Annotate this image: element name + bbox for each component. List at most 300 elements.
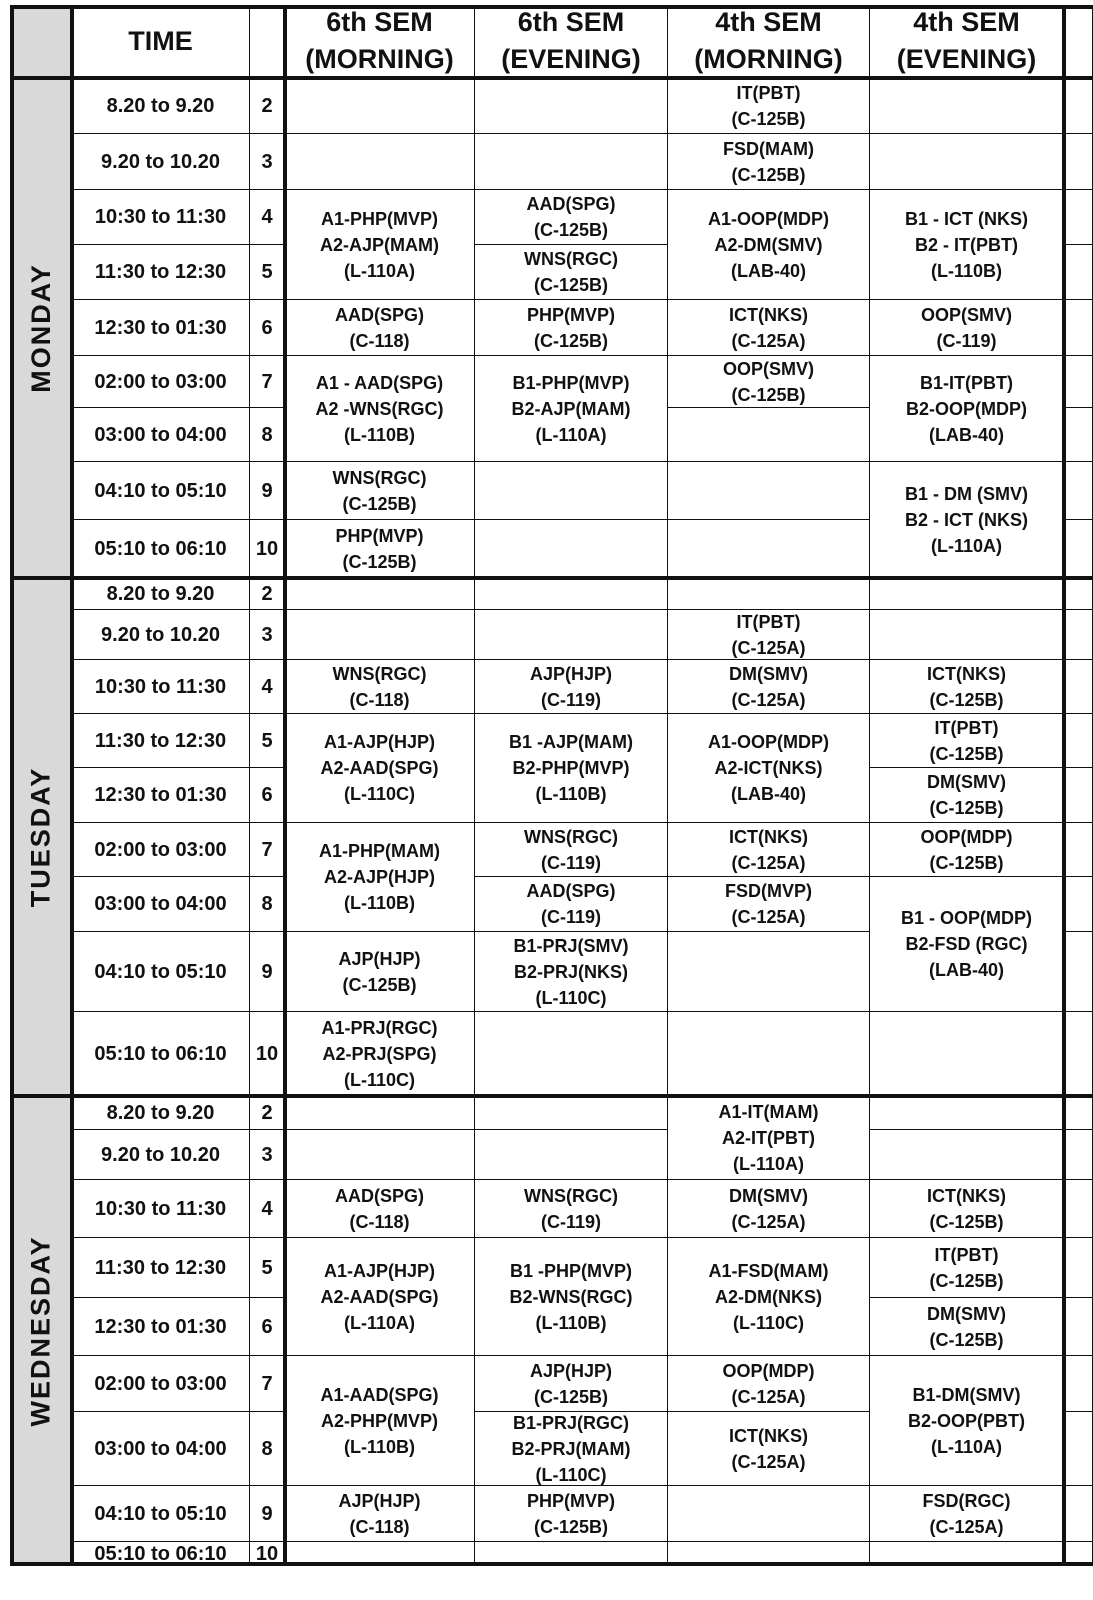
slot-cell: 5 <box>250 714 285 768</box>
slot-cell: 10 <box>250 520 285 578</box>
slot-cell: 3 <box>250 134 285 190</box>
empty-cell <box>668 520 870 578</box>
course-line: AAD(SPG) <box>526 194 616 214</box>
course-line: B1-IT(PBT) <box>920 372 1013 393</box>
empty-cell <box>285 78 475 134</box>
course-cell <box>475 1356 668 1412</box>
header-column <box>870 5 1064 78</box>
header-column-line: 4th SEM <box>715 7 822 37</box>
time-cell: 03:00 to 04:00 <box>72 1412 250 1486</box>
course-line: (C-125B) <box>533 330 608 351</box>
course-line: (C-125B) <box>929 743 1004 764</box>
time-cell: 10:30 to 11:30 <box>72 1180 250 1238</box>
empty-cell <box>668 408 870 462</box>
course-line: (C-125B) <box>731 164 806 185</box>
empty-cell <box>668 1012 870 1096</box>
slot-cell: 9 <box>250 932 285 1012</box>
course-line: PHP(MVP) <box>526 1490 615 1511</box>
course-line: AJP(HJP) <box>338 948 421 969</box>
empty-cell <box>668 1542 870 1566</box>
time-cell: 02:00 to 03:00 <box>72 823 250 877</box>
course-line: WNS(RGC) <box>332 663 427 684</box>
day-name: MONDAY <box>25 262 56 393</box>
course-line: FSD(MVP) <box>725 881 812 901</box>
course-line: A1-PHP(MAM) <box>319 841 440 861</box>
extra-cell <box>1064 1356 1093 1412</box>
course-cell <box>475 932 668 1012</box>
course-line: WNS(RGC) <box>332 467 427 488</box>
course-line: WNS(RGC) <box>524 1185 618 1206</box>
empty-cell <box>285 134 475 190</box>
slot-cell: 6 <box>250 768 285 823</box>
empty-cell <box>475 578 668 610</box>
empty-cell <box>475 520 668 578</box>
day-separator <box>10 1094 1093 1098</box>
course-line: (L-110B) <box>343 424 415 445</box>
course-cell <box>668 660 870 714</box>
course-line: ICT(NKS) <box>927 1185 1006 1206</box>
course-line: B1-PRJ(SMV) <box>513 935 629 956</box>
course-line: AJP(HJP) <box>529 1360 613 1381</box>
time-cell: 11:30 to 12:30 <box>72 1238 250 1298</box>
course-line: (L-110B) <box>535 1312 607 1333</box>
course-cell <box>285 1356 475 1486</box>
course-line: B1 - DM (SMV) <box>905 483 1028 504</box>
extra-cell <box>1064 1542 1093 1566</box>
course-line: A2-DM(SMV) <box>714 234 823 255</box>
extra-cell <box>1064 78 1093 134</box>
extra-cell <box>1064 356 1093 408</box>
course-cell <box>475 190 668 245</box>
course-line: (C-118) <box>349 330 410 351</box>
course-line: (L-110B) <box>343 893 415 913</box>
course-cell <box>475 1486 668 1542</box>
course-line: A2-PHP(MVP) <box>320 1410 438 1431</box>
slot-cell: 6 <box>250 300 285 356</box>
course-line: (C-125A) <box>731 1451 806 1472</box>
empty-cell <box>475 610 668 660</box>
course-line: (L-110A) <box>930 535 1002 556</box>
course-cell <box>285 1180 475 1238</box>
course-line: A2-AAD(SPG) <box>320 758 439 778</box>
course-line: B2-OOP(MDP) <box>906 398 1027 419</box>
course-line: B2 - IT(PBT) <box>915 234 1018 255</box>
course-cell <box>870 1298 1064 1356</box>
course-cell <box>285 300 475 356</box>
empty-cell <box>870 78 1064 134</box>
course-line: IT(PBT) <box>736 611 801 632</box>
course-line: (L-110B) <box>535 784 607 804</box>
course-line: PHP(MVP) <box>526 304 615 325</box>
extra-cell <box>1064 1238 1093 1298</box>
header-column <box>668 5 870 78</box>
empty-cell <box>870 1542 1064 1566</box>
time-cell: 11:30 to 12:30 <box>72 245 250 300</box>
course-line: DM(SMV) <box>927 772 1006 792</box>
course-line: DM(SMV) <box>927 1303 1006 1324</box>
course-line: (C-119) <box>540 1211 602 1232</box>
extra-cell <box>1064 1096 1093 1130</box>
slot-cell: 8 <box>250 1412 285 1486</box>
course-line: A2-DM(NKS) <box>715 1286 822 1307</box>
course-line: (LAB-40) <box>731 784 806 804</box>
slot-cell: 5 <box>250 1238 285 1298</box>
slot-cell: 6 <box>250 1298 285 1356</box>
header-column <box>475 5 668 78</box>
course-line: (L-110C) <box>535 987 607 1008</box>
course-line: A1-OOP(MDP) <box>708 208 829 229</box>
empty-cell <box>285 1130 475 1180</box>
course-line: A1-AJP(HJP) <box>323 1260 436 1281</box>
course-line: (C-125B) <box>342 974 417 995</box>
course-cell <box>668 78 870 134</box>
time-cell: 9.20 to 10.20 <box>72 1130 250 1180</box>
course-line: B2-OOP(PBT) <box>908 1410 1025 1431</box>
empty-cell <box>668 462 870 520</box>
header-corner <box>10 5 72 78</box>
header-column-line: (EVENING) <box>896 44 1037 74</box>
course-line: PHP(MVP) <box>335 525 424 546</box>
course-line: AJP(HJP) <box>338 1490 421 1511</box>
course-cell <box>870 300 1064 356</box>
course-line: (L-110A) <box>732 1153 804 1174</box>
course-cell <box>870 1238 1064 1298</box>
header-extra <box>1064 5 1093 78</box>
course-line: (L-110C) <box>343 784 415 804</box>
empty-cell <box>870 578 1064 610</box>
course-line: (C-118) <box>349 689 410 710</box>
extra-cell <box>1064 1130 1093 1180</box>
course-line: (C-118) <box>349 1211 410 1232</box>
course-cell <box>285 660 475 714</box>
course-cell <box>870 1180 1064 1238</box>
course-line: ICT(NKS) <box>927 663 1006 684</box>
course-line: WNS(RGC) <box>524 249 618 269</box>
course-line: AAD(SPG) <box>526 881 616 901</box>
extra-cell <box>1064 877 1093 932</box>
empty-cell <box>870 1096 1064 1130</box>
empty-cell <box>668 932 870 1012</box>
course-line: OOP(SMV) <box>722 358 814 379</box>
course-line: (LAB-40) <box>929 424 1004 445</box>
course-line: AAD(SPG) <box>335 1185 424 1206</box>
course-line: (C-125B) <box>929 689 1004 710</box>
time-cell: 04:10 to 05:10 <box>72 462 250 520</box>
slot-cell: 7 <box>250 356 285 408</box>
header-column-line: 6th SEM <box>517 7 625 37</box>
course-line: (C-125B) <box>533 275 608 295</box>
course-cell <box>870 877 1064 1012</box>
course-cell <box>285 714 475 823</box>
slot-cell: 2 <box>250 78 285 134</box>
slot-cell: 4 <box>250 660 285 714</box>
course-line: (C-125B) <box>342 551 417 572</box>
course-line: FSD(MAM) <box>723 138 814 159</box>
course-line: B2-FSD (RGC) <box>905 934 1028 954</box>
time-cell: 04:10 to 05:10 <box>72 932 250 1012</box>
time-cell: 12:30 to 01:30 <box>72 1298 250 1356</box>
course-line: (C-125A) <box>731 330 806 351</box>
header-column-line: 4th SEM <box>913 7 1020 37</box>
empty-cell <box>668 578 870 610</box>
course-line: AAD(SPG) <box>335 304 424 325</box>
course-line: A1-FSD(MAM) <box>708 1260 829 1281</box>
extra-cell <box>1064 932 1093 1012</box>
course-line: (L-110C) <box>535 1464 607 1485</box>
slot-cell: 10 <box>250 1012 285 1096</box>
course-cell <box>870 1486 1064 1542</box>
course-line: FSD(RGC) <box>922 1490 1011 1511</box>
slot-cell: 8 <box>250 408 285 462</box>
time-cell: 04:10 to 05:10 <box>72 1486 250 1542</box>
course-line: A2-IT(PBT) <box>722 1127 815 1148</box>
course-line: A1-IT(MAM) <box>718 1101 819 1122</box>
course-line: (C-125A) <box>731 637 806 658</box>
day-name: WEDNESDAY <box>25 1234 56 1427</box>
extra-cell <box>1064 134 1093 190</box>
course-line: (L-110B) <box>343 1436 415 1457</box>
course-cell <box>870 462 1064 578</box>
course-cell <box>668 1238 870 1356</box>
time-cell: 12:30 to 01:30 <box>72 768 250 823</box>
course-line: (C-125B) <box>731 108 806 129</box>
extra-cell <box>1064 1412 1093 1486</box>
course-cell <box>668 610 870 660</box>
course-line: A2 -WNS(RGC) <box>315 398 444 419</box>
time-cell: 03:00 to 04:00 <box>72 877 250 932</box>
extra-cell <box>1064 408 1093 462</box>
slot-cell: 7 <box>250 823 285 877</box>
course-cell <box>870 660 1064 714</box>
course-line: ICT(NKS) <box>729 826 808 847</box>
course-line: A2-PRJ(SPG) <box>322 1043 437 1064</box>
course-line: B1 -AJP(MAM) <box>509 732 633 752</box>
course-cell <box>870 1356 1064 1486</box>
header-slot <box>250 5 285 78</box>
slot-cell: 4 <box>250 1180 285 1238</box>
header-time: TIME <box>72 5 250 78</box>
course-cell <box>285 462 475 520</box>
course-line: (C-125A) <box>731 852 806 873</box>
course-line: (L-110A) <box>535 424 607 445</box>
day-name: TUESDAY <box>25 766 56 907</box>
course-cell <box>668 1356 870 1412</box>
empty-cell <box>668 1486 870 1542</box>
slot-cell: 3 <box>250 1130 285 1180</box>
course-line: (C-125B) <box>929 798 1004 818</box>
empty-cell <box>285 578 475 610</box>
header-column-line: 6th SEM <box>326 7 433 37</box>
course-line: (L-110B) <box>930 260 1002 281</box>
course-line: (C-125A) <box>731 689 806 710</box>
course-line: OOP(MDP) <box>920 826 1013 847</box>
course-line: A2-AJP(HJP) <box>323 867 436 887</box>
time-cell: 10:30 to 11:30 <box>72 190 250 245</box>
course-line: (L-110A) <box>343 1312 415 1333</box>
header-column-line: (MORNING) <box>694 44 843 74</box>
course-line: (C-119) <box>540 689 602 710</box>
day-label <box>10 578 72 1096</box>
course-line: (C-125B) <box>929 1211 1004 1232</box>
empty-cell <box>475 1542 668 1566</box>
course-line: (C-125A) <box>731 1386 806 1407</box>
course-line: (C-125B) <box>929 852 1004 873</box>
course-cell <box>668 356 870 408</box>
course-cell <box>668 300 870 356</box>
empty-cell <box>475 78 668 134</box>
time-cell: 10:30 to 11:30 <box>72 660 250 714</box>
time-cell: 9.20 to 10.20 <box>72 134 250 190</box>
course-cell <box>870 768 1064 823</box>
column-rule <box>1062 5 1066 1566</box>
course-line: DM(SMV) <box>729 1185 808 1206</box>
empty-cell <box>285 1542 475 1566</box>
time-cell: 8.20 to 9.20 <box>72 1096 250 1130</box>
slot-cell: 5 <box>250 245 285 300</box>
column-rule <box>70 5 74 1566</box>
empty-cell <box>475 134 668 190</box>
course-line: (C-125B) <box>342 493 417 514</box>
course-line: (C-125B) <box>731 384 806 405</box>
course-cell <box>668 1180 870 1238</box>
course-cell <box>870 356 1064 462</box>
slot-cell: 8 <box>250 877 285 932</box>
empty-cell <box>475 1130 668 1180</box>
time-cell: 05:10 to 06:10 <box>72 1012 250 1096</box>
course-cell <box>475 714 668 823</box>
course-line: B1-DM(SMV) <box>912 1384 1021 1405</box>
course-line: (C-125B) <box>533 1516 608 1537</box>
course-line: IT(PBT) <box>934 717 999 738</box>
course-cell <box>475 660 668 714</box>
slot-cell: 9 <box>250 462 285 520</box>
header-column <box>285 5 475 78</box>
course-line: A1-AJP(HJP) <box>323 732 436 752</box>
course-line: B2 - ICT (NKS) <box>905 509 1028 530</box>
time-cell: 02:00 to 03:00 <box>72 356 250 408</box>
course-line: A2-AAD(SPG) <box>320 1286 439 1307</box>
slot-cell: 9 <box>250 1486 285 1542</box>
time-cell: 9.20 to 10.20 <box>72 610 250 660</box>
course-line: (LAB-40) <box>929 960 1004 980</box>
course-line: A1-PHP(MVP) <box>320 208 438 229</box>
course-line: DM(SMV) <box>729 663 808 684</box>
slot-cell: 4 <box>250 190 285 245</box>
extra-cell <box>1064 245 1093 300</box>
course-line: (C-119) <box>540 907 602 927</box>
course-cell <box>475 356 668 462</box>
course-cell <box>475 1238 668 1356</box>
course-cell <box>475 877 668 932</box>
day-separator <box>10 576 1093 580</box>
empty-cell <box>475 462 668 520</box>
course-line: B1 - OOP(MDP) <box>900 908 1032 928</box>
slot-cell: 2 <box>250 1096 285 1130</box>
extra-cell <box>1064 768 1093 823</box>
course-line: ICT(NKS) <box>729 1425 808 1446</box>
extra-cell <box>1064 660 1093 714</box>
extra-cell <box>1064 190 1093 245</box>
extra-cell <box>1064 1180 1093 1238</box>
course-line: B2-PRJ(MAM) <box>511 1438 631 1459</box>
course-cell <box>668 823 870 877</box>
course-cell <box>668 714 870 823</box>
course-cell <box>285 1238 475 1356</box>
course-line: B1 -PHP(MVP) <box>509 1260 632 1281</box>
course-cell <box>475 1412 668 1486</box>
time-cell: 05:10 to 06:10 <box>72 1542 250 1566</box>
course-line: IT(PBT) <box>934 1244 999 1265</box>
course-line: OOP(MDP) <box>722 1360 815 1381</box>
slot-cell: 7 <box>250 1356 285 1412</box>
extra-cell <box>1064 1012 1093 1096</box>
empty-cell <box>285 1096 475 1130</box>
day-separator <box>10 76 1093 80</box>
extra-cell <box>1064 1486 1093 1542</box>
course-line: (L-110C) <box>732 1312 804 1333</box>
empty-cell <box>870 1130 1064 1180</box>
time-cell: 12:30 to 01:30 <box>72 300 250 356</box>
course-line: B2-PHP(MVP) <box>512 758 630 778</box>
course-cell <box>668 190 870 300</box>
day-label <box>10 1096 72 1566</box>
extra-cell <box>1064 610 1093 660</box>
time-cell: 05:10 to 06:10 <box>72 520 250 578</box>
course-line: A1 - AAD(SPG) <box>315 372 444 393</box>
extra-cell <box>1064 823 1093 877</box>
course-line: A1-OOP(MDP) <box>708 732 829 752</box>
course-line: ICT(NKS) <box>729 304 808 325</box>
course-line: (C-125A) <box>929 1516 1004 1537</box>
extra-cell <box>1064 520 1093 578</box>
course-line: (LAB-40) <box>731 260 806 281</box>
course-line: (L-110A) <box>930 1436 1002 1457</box>
slot-cell: 2 <box>250 578 285 610</box>
course-line: (C-125A) <box>731 907 806 927</box>
course-cell <box>870 714 1064 768</box>
slot-cell: 3 <box>250 610 285 660</box>
course-line: B1-PRJ(RGC) <box>512 1412 629 1433</box>
course-line: A2-AJP(MAM) <box>320 234 439 255</box>
course-line: WNS(RGC) <box>524 826 618 847</box>
empty-cell <box>285 610 475 660</box>
course-line: (C-125B) <box>929 1270 1004 1291</box>
time-cell: 11:30 to 12:30 <box>72 714 250 768</box>
course-line: (C-125B) <box>533 220 608 240</box>
course-line: (C-118) <box>349 1516 410 1537</box>
course-line: B1-PHP(MVP) <box>512 372 630 393</box>
extra-cell <box>1064 300 1093 356</box>
header-column-line: (EVENING) <box>501 44 641 74</box>
course-cell <box>668 877 870 932</box>
time-cell: 8.20 to 9.20 <box>72 78 250 134</box>
time-cell: 03:00 to 04:00 <box>72 408 250 462</box>
course-cell <box>285 823 475 932</box>
course-line: (C-119) <box>936 330 997 351</box>
header-column-line: (MORNING) <box>305 44 454 74</box>
course-line: AJP(HJP) <box>529 663 613 684</box>
course-line: B2-AJP(MAM) <box>511 398 631 419</box>
course-line: OOP(SMV) <box>920 304 1012 325</box>
course-line: (C-125A) <box>731 1211 806 1232</box>
course-cell <box>668 1096 870 1180</box>
course-cell <box>475 300 668 356</box>
course-line: A1-PRJ(RGC) <box>321 1017 438 1038</box>
empty-cell <box>475 1096 668 1130</box>
course-cell <box>285 356 475 462</box>
empty-cell <box>870 134 1064 190</box>
course-line: A1-AAD(SPG) <box>320 1384 439 1405</box>
